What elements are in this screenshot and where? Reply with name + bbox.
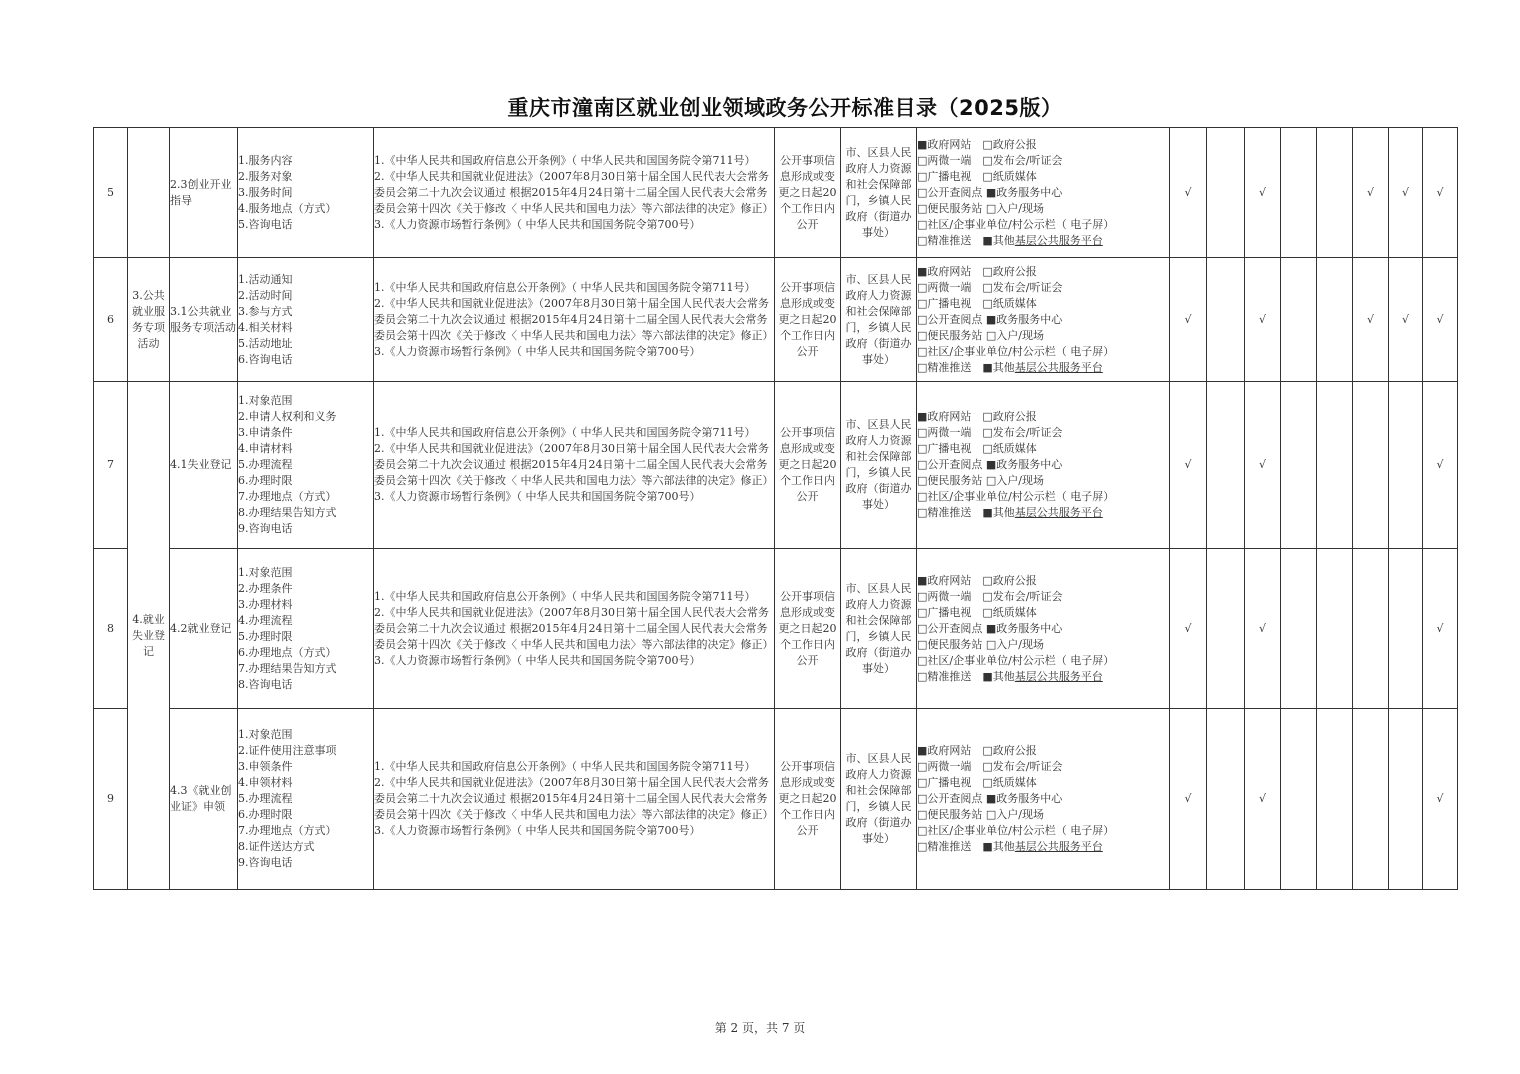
channel-line: ■政府网站 □政府公报 — [917, 137, 1037, 151]
content-line: 3.申领条件 — [238, 760, 293, 773]
content-line: 5.办理流程 — [238, 458, 293, 471]
content-line: 4.申请材料 — [238, 442, 293, 455]
content-line: 5.活动地址 — [238, 336, 293, 350]
check-mark: √ — [1245, 709, 1281, 890]
check-empty — [1281, 382, 1317, 549]
channel-line: □公开查阅点 ■政务服务中心 — [917, 185, 1063, 199]
item-name: 2.3创业开业指导 — [170, 128, 238, 258]
public-subject: 市、区县人民政府人力资源和社会保障部门，乡镇人民政府（街道办事处） — [841, 709, 917, 890]
basis-line: 1.《中华人民共和国政府信息公开条例》（ 中华人民共和国国务院令第711号） — [374, 589, 756, 603]
check-mark: √ — [1389, 128, 1423, 258]
check-mark: √ — [1423, 382, 1458, 549]
basis-line: 2.《中华人民共和国就业促进法》（2007年8月30日第十届全国人民代表大会常务委员会第二十九次会议通过 根据2015年4月24日第十二届全国人民代表大会常务委员会第十四次《关于修改〈 中华人民共和国电力法〉等六部法律的决定》修正） — [374, 442, 774, 487]
row-number: 6 — [94, 258, 128, 382]
check-mark: √ — [1423, 709, 1458, 890]
public-subject: 市、区县人民政府人力资源和社会保障部门，乡镇人民政府（街道办事处） — [841, 258, 917, 382]
channel-other-value: 基层公共服务平台 — [1014, 360, 1103, 374]
public-time: 公开事项信息形成或变更之日起20个工作日内公开 — [775, 709, 841, 890]
check-mark: √ — [1245, 382, 1281, 549]
check-empty — [1389, 382, 1423, 549]
basis-line: 1.《中华人民共和国政府信息公开条例》（ 中华人民共和国国务院令第711号） — [374, 760, 756, 773]
content-line: 3.申请条件 — [238, 426, 293, 439]
public-basis — [374, 382, 775, 549]
basis-line: 1.《中华人民共和国政府信息公开条例》（ 中华人民共和国国务院令第711号） — [374, 153, 756, 167]
public-basis — [374, 258, 775, 382]
channel-line: □广播电视 □纸质媒体 — [917, 169, 1037, 183]
basis-line: 1.《中华人民共和国政府信息公开条例》（ 中华人民共和国国务院令第711号） — [374, 426, 756, 439]
channel-line: □便民服务站 □入户/现场 — [917, 637, 1044, 651]
basis-line: 3.《人力资源市场暂行条例》（ 中华人民共和国国务院令第700号） — [374, 824, 701, 837]
check-empty — [1317, 549, 1353, 709]
channel-line: □公开查阅点 ■政务服务中心 — [917, 621, 1063, 635]
public-basis — [374, 549, 775, 709]
category-cell: 3.公共就业服务专项活动 — [128, 258, 170, 382]
check-empty — [1281, 258, 1317, 382]
content-line: 4.相关材料 — [238, 320, 293, 334]
channel-other-value: 基层公共服务平台 — [1014, 840, 1103, 853]
public-content — [238, 128, 374, 258]
directory-table-body — [94, 128, 1458, 890]
basis-line: 3.《人力资源市场暂行条例》（ 中华人民共和国国务院令第700号） — [374, 217, 701, 231]
channel-line — [917, 233, 1169, 249]
check-empty — [1207, 549, 1245, 709]
content-line: 1.服务内容 — [238, 153, 293, 167]
channel-line: ■政府网站 □政府公报 — [917, 264, 1037, 278]
content-line: 1.对象范围 — [238, 394, 293, 407]
content-line: 4.服务地点（方式） — [238, 201, 337, 215]
content-line: 9.咨询电话 — [238, 522, 293, 535]
public-content — [238, 549, 374, 709]
content-line: 7.办理结果告知方式 — [238, 661, 337, 675]
check-empty — [1317, 258, 1353, 382]
content-line: 4.办理流程 — [238, 613, 293, 627]
channel-line: □公开查阅点 ■政务服务中心 — [917, 312, 1063, 326]
channel-line: □两微一端 □发布会/听证会 — [917, 153, 1063, 167]
channel-line: ■政府网站 □政府公报 — [917, 410, 1037, 423]
directory-table — [93, 127, 1458, 890]
check-mark: √ — [1245, 549, 1281, 709]
content-line: 2.证件使用注意事项 — [238, 744, 337, 757]
check-empty — [1317, 709, 1353, 890]
content-line: 3.服务时间 — [238, 185, 293, 199]
basis-line: 3.《人力资源市场暂行条例》（ 中华人民共和国国务院令第700号） — [374, 490, 701, 503]
channel-line: □广播电视 □纸质媒体 — [917, 296, 1037, 310]
check-empty — [1207, 709, 1245, 890]
content-line: 8.办理结果告知方式 — [238, 506, 337, 519]
content-line: 8.咨询电话 — [238, 677, 293, 691]
channel-other-value: 基层公共服务平台 — [1014, 669, 1103, 683]
check-mark: √ — [1170, 258, 1207, 382]
public-content — [238, 709, 374, 890]
public-subject: 市、区县人民政府人力资源和社会保障部门，乡镇人民政府（街道办事处） — [841, 382, 917, 549]
content-line: 5.办理流程 — [238, 792, 293, 805]
basis-line: 2.《中华人民共和国就业促进法》（2007年8月30日第十届全国人民代表大会常务委员会第二十九次会议通过 根据2015年4月24日第十二届全国人民代表大会常务委员会第十四次《关于修改〈 中华人民共和国电力法〉等六部法律的决定》修正） — [374, 169, 774, 215]
row-number: 7 — [94, 382, 128, 549]
row-number: 5 — [94, 128, 128, 258]
page-footer: 第 2 页，共 7 页 — [714, 1021, 806, 1035]
channel-other-value: 基层公共服务平台 — [1014, 233, 1103, 247]
item-name: 4.2就业登记 — [170, 549, 238, 709]
public-channels — [917, 258, 1170, 382]
check-empty — [1281, 549, 1317, 709]
channel-line: □广播电视 □纸质媒体 — [917, 442, 1037, 455]
check-empty — [1317, 128, 1353, 258]
content-line: 6.办理时限 — [238, 808, 293, 821]
check-empty — [1353, 549, 1389, 709]
item-name: 4.1失业登记 — [170, 382, 238, 549]
check-empty — [1207, 128, 1245, 258]
check-empty — [1207, 258, 1245, 382]
check-mark: √ — [1170, 709, 1207, 890]
table-row — [94, 258, 1458, 382]
page-title: 重庆市潼南区就业创业领域政务公开标准目录（2025版） — [507, 96, 1063, 120]
channel-other-prefix: □精准推送 ■其他 — [917, 506, 1015, 519]
public-time: 公开事项信息形成或变更之日起20个工作日内公开 — [775, 258, 841, 382]
channel-line — [917, 669, 1169, 685]
channel-line: □便民服务站 □入户/现场 — [917, 474, 1044, 487]
content-line: 3.参与方式 — [238, 304, 293, 318]
public-basis — [374, 709, 775, 890]
content-line: 7.办理地点（方式） — [238, 824, 337, 837]
check-empty — [1353, 382, 1389, 549]
content-line: 2.服务对象 — [238, 169, 293, 183]
public-time: 公开事项信息形成或变更之日起20个工作日内公开 — [775, 382, 841, 549]
check-empty — [1207, 382, 1245, 549]
content-line: 6.办理时限 — [238, 474, 293, 487]
channel-line: □便民服务站 □入户/现场 — [917, 328, 1044, 342]
channel-line: ■政府网站 □政府公报 — [917, 744, 1037, 757]
content-line: 6.咨询电话 — [238, 352, 293, 366]
table-row — [94, 709, 1458, 890]
category-cell: 4.就业失业登记 — [128, 382, 170, 890]
public-channels — [917, 709, 1170, 890]
check-mark: √ — [1423, 258, 1458, 382]
content-line: 1.对象范围 — [238, 728, 293, 741]
public-time: 公开事项信息形成或变更之日起20个工作日内公开 — [775, 128, 841, 258]
channel-line: □社区/企事业单位/村公示栏（ 电子屏） — [917, 344, 1115, 358]
channel-line: □两微一端 □发布会/听证会 — [917, 589, 1063, 603]
public-subject: 市、区县人民政府人力资源和社会保障部门，乡镇人民政府（街道办事处） — [841, 549, 917, 709]
channel-line — [917, 505, 1169, 521]
check-empty — [1389, 709, 1423, 890]
check-empty — [1281, 128, 1317, 258]
channel-other-prefix: □精准推送 ■其他 — [917, 233, 1015, 247]
item-name: 4.3《就业创业证》申领 — [170, 709, 238, 890]
table-row — [94, 549, 1458, 709]
channel-line: □两微一端 □发布会/听证会 — [917, 760, 1063, 773]
basis-line: 3.《人力资源市场暂行条例》（ 中华人民共和国国务院令第700号） — [374, 344, 701, 358]
channel-other-value: 基层公共服务平台 — [1014, 506, 1103, 519]
basis-line: 2.《中华人民共和国就业促进法》（2007年8月30日第十届全国人民代表大会常务委员会第二十九次会议通过 根据2015年4月24日第十二届全国人民代表大会常务委员会第十四次《关于修改〈 中华人民共和国电力法〉等六部法律的决定》修正） — [374, 776, 774, 821]
channel-line: □社区/企事业单位/村公示栏（ 电子屏） — [917, 824, 1115, 837]
check-mark: √ — [1245, 128, 1281, 258]
category-cell-empty — [128, 128, 170, 258]
check-mark: √ — [1353, 258, 1389, 382]
public-content — [238, 382, 374, 549]
channel-line: □公开查阅点 ■政务服务中心 — [917, 458, 1063, 471]
channel-other-prefix: □精准推送 ■其他 — [917, 840, 1015, 853]
basis-line: 2.《中华人民共和国就业促进法》（2007年8月30日第十届全国人民代表大会常务委员会第二十九次会议通过 根据2015年4月24日第十二届全国人民代表大会常务委员会第十四次《关于修改〈 中华人民共和国电力法〉等六部法律的决定》修正） — [374, 296, 774, 342]
content-line: 8.证件送达方式 — [238, 840, 315, 853]
table-row — [94, 382, 1458, 549]
check-mark: √ — [1353, 128, 1389, 258]
check-empty — [1353, 709, 1389, 890]
content-line: 2.活动时间 — [238, 288, 293, 302]
channel-line — [917, 360, 1169, 376]
public-basis — [374, 128, 775, 258]
check-empty — [1317, 382, 1353, 549]
channel-line: □两微一端 □发布会/听证会 — [917, 426, 1063, 439]
item-name: 3.1公共就业服务专项活动 — [170, 258, 238, 382]
channel-line: □广播电视 □纸质媒体 — [917, 776, 1037, 789]
check-mark: √ — [1423, 549, 1458, 709]
public-channels — [917, 549, 1170, 709]
public-time: 公开事项信息形成或变更之日起20个工作日内公开 — [775, 549, 841, 709]
basis-line: 3.《人力资源市场暂行条例》（ 中华人民共和国国务院令第700号） — [374, 653, 701, 667]
channel-line: □两微一端 □发布会/听证会 — [917, 280, 1063, 294]
content-line: 6.办理地点（方式） — [238, 645, 337, 659]
channel-line: □社区/企事业单位/村公示栏（ 电子屏） — [917, 490, 1115, 503]
basis-line: 2.《中华人民共和国就业促进法》（2007年8月30日第十届全国人民代表大会常务委员会第二十九次会议通过 根据2015年4月24日第十二届全国人民代表大会常务委员会第十四次《关于修改〈 中华人民共和国电力法〉等六部法律的决定》修正） — [374, 605, 774, 651]
channel-line: □广播电视 □纸质媒体 — [917, 605, 1037, 619]
content-line: 5.咨询电话 — [238, 217, 293, 231]
check-mark: √ — [1170, 549, 1207, 709]
check-mark: √ — [1170, 128, 1207, 258]
check-mark: √ — [1389, 258, 1423, 382]
channel-line: □社区/企事业单位/村公示栏（ 电子屏） — [917, 217, 1115, 231]
basis-line: 1.《中华人民共和国政府信息公开条例》（ 中华人民共和国国务院令第711号） — [374, 280, 756, 294]
content-line: 4.申领材料 — [238, 776, 293, 789]
public-channels — [917, 382, 1170, 549]
channel-line: ■政府网站 □政府公报 — [917, 573, 1037, 587]
check-empty — [1281, 709, 1317, 890]
channel-line — [917, 839, 1169, 855]
channel-line: □社区/企事业单位/村公示栏（ 电子屏） — [917, 653, 1115, 667]
check-mark: √ — [1423, 128, 1458, 258]
check-mark: √ — [1170, 382, 1207, 549]
content-line: 1.对象范围 — [238, 565, 293, 579]
channel-line: □公开查阅点 ■政务服务中心 — [917, 792, 1063, 805]
row-number: 8 — [94, 549, 128, 709]
public-subject: 市、区县人民政府人力资源和社会保障部门，乡镇人民政府（街道办事处） — [841, 128, 917, 258]
row-number: 9 — [94, 709, 128, 890]
content-line: 2.办理条件 — [238, 581, 293, 595]
channel-other-prefix: □精准推送 ■其他 — [917, 360, 1015, 374]
channel-line: □便民服务站 □入户/现场 — [917, 808, 1044, 821]
public-channels — [917, 128, 1170, 258]
table-row — [94, 128, 1458, 258]
check-empty — [1389, 549, 1423, 709]
content-line: 2.申请人权利和义务 — [238, 410, 337, 423]
channel-other-prefix: □精准推送 ■其他 — [917, 669, 1015, 683]
content-line: 1.活动通知 — [238, 272, 293, 286]
channel-line: □便民服务站 □入户/现场 — [917, 201, 1044, 215]
content-line: 3.办理材料 — [238, 597, 293, 611]
check-mark: √ — [1245, 258, 1281, 382]
content-line: 7.办理地点（方式） — [238, 490, 337, 503]
content-line: 9.咨询电话 — [238, 856, 293, 869]
public-content — [238, 258, 374, 382]
content-line: 5.办理时限 — [238, 629, 293, 643]
